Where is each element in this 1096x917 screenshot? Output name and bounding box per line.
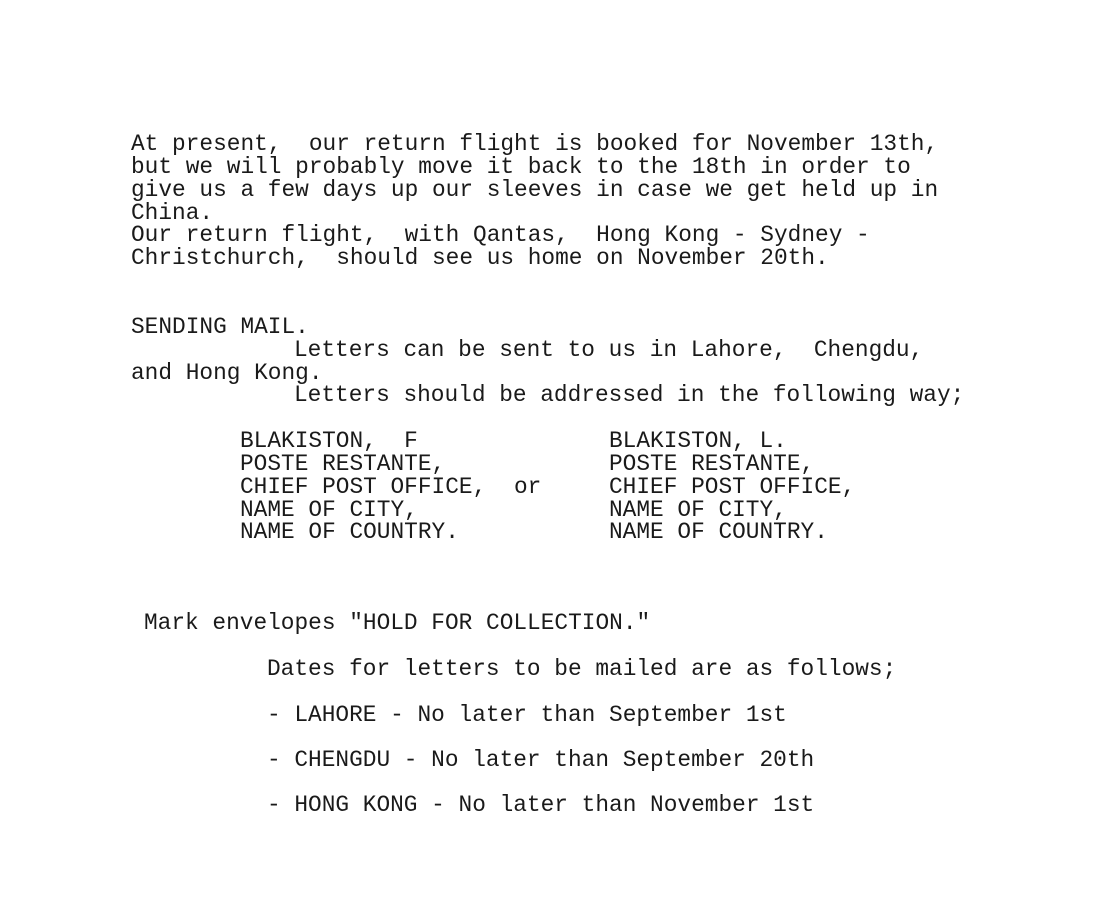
intro-line-5: Our return flight, with Qantas, Hong Kong - Sydney - xyxy=(131,222,870,248)
mail-para2: Letters should be addressed in the following way; xyxy=(294,382,965,408)
address-right-line-2: POSTE RESTANTE, xyxy=(609,451,815,477)
section-heading: SENDING MAIL. xyxy=(131,314,309,340)
mail-para1-line-1: Letters can be sent to us in Lahore, Chengdu, xyxy=(294,337,924,363)
date-item-hong-kong: - HONG KONG - No later than November 1st xyxy=(267,792,815,818)
address-left-line-3: CHIEF POST OFFICE, xyxy=(240,474,487,500)
or-label: or xyxy=(514,474,542,500)
date-item-chengdu: - CHENGDU - No later than September 20th xyxy=(267,747,815,773)
dates-intro: Dates for letters to be mailed are as follows; xyxy=(267,656,897,682)
address-right-line-5: NAME OF COUNTRY. xyxy=(609,519,828,545)
intro-line-3: give us a few days up our sleeves in case we get held up in xyxy=(131,177,939,203)
intro-line-4: China. xyxy=(131,200,214,226)
address-left-line-2: POSTE RESTANTE, xyxy=(240,451,446,477)
address-left-line-4: NAME OF CITY, xyxy=(240,497,418,523)
date-item-lahore: - LAHORE - No later than September 1st xyxy=(267,702,787,728)
mail-para1-line-2: and Hong Kong. xyxy=(131,360,323,386)
address-left-name: BLAKISTON, F xyxy=(240,428,418,454)
address-left-line-5: NAME OF COUNTRY. xyxy=(240,519,459,545)
address-right-name: BLAKISTON, L. xyxy=(609,428,787,454)
intro-line-2: but we will probably move it back to the 18th in order to xyxy=(131,154,911,180)
address-right-line-3: CHIEF POST OFFICE, xyxy=(609,474,856,500)
intro-line-1: At present, our return flight is booked for November 13th, xyxy=(131,131,939,157)
mark-envelopes-note: Mark envelopes "HOLD FOR COLLECTION." xyxy=(144,610,651,636)
intro-line-6: Christchurch, should see us home on November 20th. xyxy=(131,245,829,271)
address-right-line-4: NAME OF CITY, xyxy=(609,497,787,523)
